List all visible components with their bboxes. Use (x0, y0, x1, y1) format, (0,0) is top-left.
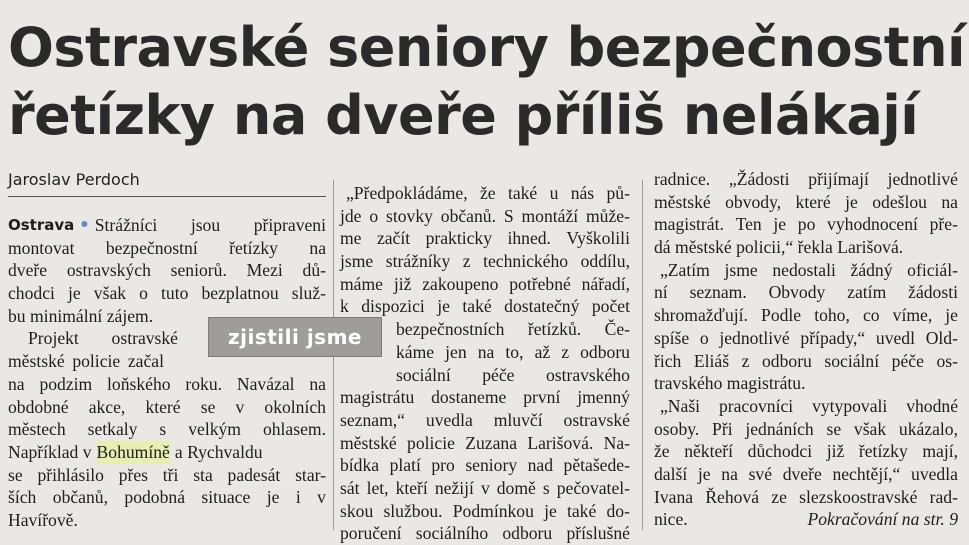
word: je (68, 283, 81, 304)
word: magistrát. (654, 214, 724, 235)
column-3-line (654, 418, 958, 441)
word: seniory (465, 455, 518, 476)
word: sociální (396, 364, 451, 385)
word: policie (72, 351, 121, 372)
word: městské (8, 351, 65, 372)
headline-line-2: řetízky na dveře příliš nelákají (8, 84, 919, 147)
word: strážníky (385, 251, 451, 272)
word: jde (340, 205, 362, 226)
byline-rule (8, 196, 326, 197)
column-1-fragment: Například v (8, 441, 92, 462)
section-badge: zjistili jsme (208, 317, 382, 357)
word: jednotlivé (887, 169, 958, 189)
word: řetízků. (527, 319, 582, 340)
word: někteří (684, 441, 734, 462)
word: na (721, 463, 738, 484)
word: podobná (124, 487, 185, 508)
column-3-line (654, 304, 958, 327)
word: je (945, 305, 958, 326)
word: montáží (521, 205, 579, 226)
word: také (507, 183, 538, 203)
word: co (862, 305, 880, 326)
word: přijímají (808, 169, 869, 189)
word: setkaly (87, 419, 138, 440)
word: sociální (824, 350, 880, 371)
word: S (503, 205, 514, 226)
column-3-line (654, 168, 958, 191)
word: počet (591, 296, 630, 317)
word: Vyškolili (566, 228, 630, 249)
word: začal (127, 351, 164, 372)
word: máme (340, 273, 383, 294)
word: péče (482, 364, 515, 385)
word: dveře (8, 260, 48, 281)
word: prakticky (425, 228, 493, 249)
word: mají, (922, 441, 958, 462)
word: Eliáš (693, 350, 730, 371)
word: uvedla (911, 463, 958, 484)
word: je (697, 463, 711, 484)
word: stovky (385, 205, 433, 226)
word: radnice. (654, 169, 711, 189)
column-3-line (654, 440, 958, 463)
word: vyhodnocení (827, 214, 918, 235)
word: roku. (185, 373, 223, 394)
word: však (853, 418, 887, 439)
word: Navázal (236, 373, 295, 394)
column-1-line (8, 237, 326, 260)
word: „Žádosti (728, 169, 790, 189)
word: občanů, (52, 487, 108, 508)
word: ukázalo, (898, 418, 958, 439)
word: pětašede- (563, 455, 630, 476)
word: na (941, 191, 958, 212)
word: že (479, 183, 496, 203)
column-2-line (340, 432, 630, 455)
word: městské (654, 191, 711, 212)
word: ohlasem. (262, 419, 326, 440)
column-2-line (340, 341, 630, 364)
word: se (200, 396, 216, 417)
word: začít (376, 228, 411, 249)
word: star- (295, 464, 326, 485)
column-2-line (340, 273, 630, 296)
column-3-line (654, 508, 958, 531)
word: žádný (850, 259, 893, 280)
word: loňského (107, 373, 171, 394)
word: platí (389, 455, 421, 476)
word: v (480, 477, 490, 498)
word: na (8, 373, 25, 394)
word: však (93, 283, 127, 304)
word: je (437, 296, 450, 317)
word: odešlou (872, 191, 927, 212)
word: občanů. (440, 205, 496, 226)
word: ostravského (545, 364, 630, 385)
word: jsme (724, 259, 758, 280)
column-2-line (340, 295, 630, 318)
word: Obvody (768, 282, 826, 303)
column-2-line (340, 454, 630, 477)
byline: Jaroslav Perdoch (8, 170, 140, 189)
word: toho, (814, 305, 850, 326)
word: ších (8, 487, 37, 508)
word: uvedla (425, 409, 473, 430)
column-2-line (340, 205, 630, 228)
word: situace (201, 487, 251, 508)
column-3-line (654, 463, 958, 486)
word: s (159, 419, 167, 440)
word: víme, (892, 305, 933, 326)
column-3-line (654, 281, 958, 304)
word: přes (118, 464, 148, 485)
word: chodci (8, 283, 55, 304)
word: další (654, 463, 688, 484)
column-3-line (654, 191, 958, 214)
word: magistrátu (340, 387, 415, 408)
word: osoby. (654, 418, 700, 439)
word: dů- (302, 260, 326, 281)
word: nářadí, (581, 273, 630, 294)
word: ní (654, 282, 668, 303)
word: o (699, 327, 709, 348)
word: podzim (39, 373, 93, 394)
column-1-line (8, 373, 326, 396)
word: nechtějí,“ (832, 463, 901, 484)
continuation-note: Pokračování na str. 9 (807, 509, 958, 530)
word: dostatečný (504, 296, 580, 317)
highlighted-word: Bohumíně (96, 441, 170, 462)
word: potřebné (509, 273, 571, 294)
word: Mezi (246, 260, 283, 281)
word: případy,“ (800, 327, 866, 348)
word: okolních (264, 396, 326, 417)
dateline: Ostrava (8, 216, 75, 234)
word: zatím (847, 282, 887, 303)
word: odboru (502, 523, 553, 544)
column-2-line (340, 500, 630, 523)
article-column-1 (8, 214, 326, 532)
column-1-line (8, 441, 326, 464)
word: bídka (340, 455, 380, 476)
word: technického (483, 251, 569, 272)
column-1-line (8, 396, 326, 419)
column-3-line (654, 327, 958, 350)
word: po (797, 214, 816, 235)
word: seznam,“ (340, 409, 405, 430)
word: Old- (925, 327, 958, 348)
word: již (393, 273, 412, 294)
word: Če- (604, 319, 630, 340)
column-1-line (8, 418, 326, 441)
word: slezskoostravské (799, 486, 918, 507)
word: poručení (340, 523, 402, 544)
word: ostravských (66, 260, 151, 281)
word: své (748, 463, 773, 484)
word: z (561, 341, 570, 362)
word: pracovníci (718, 395, 794, 416)
word: u (549, 183, 559, 203)
column-2-line (340, 182, 630, 205)
column-divider-2 (642, 180, 643, 530)
word: o (369, 205, 379, 226)
word: tři (162, 464, 179, 485)
column-2-line (340, 318, 630, 341)
word: vhodné (906, 395, 958, 416)
column-1-line: Havířově. (8, 509, 78, 530)
word: je (773, 214, 787, 235)
column-2-line (340, 227, 630, 250)
word: službou. (383, 500, 443, 521)
column-1-fragment: a Rychvaldu (174, 441, 263, 462)
word: které (795, 191, 831, 212)
word: „Naši (660, 395, 701, 416)
word: pů- (606, 183, 630, 203)
word: me (340, 228, 362, 249)
word: sta (193, 464, 213, 485)
column-3-line: dá městské policii,“ řekla Larišová. (654, 237, 904, 258)
word: příslušné (566, 523, 630, 544)
word: zakoupeno (422, 273, 499, 294)
column-3-line (654, 213, 958, 236)
article-column-2 (340, 182, 630, 545)
word: se (826, 418, 842, 439)
word: policie (407, 432, 455, 453)
column-2-line (340, 477, 630, 500)
column-1-line (8, 282, 326, 305)
column-1-line (8, 327, 178, 350)
word: padesát (227, 464, 281, 485)
word: Zuzana (465, 432, 518, 453)
word: shromažďují. (654, 305, 748, 326)
column-3-line (654, 259, 958, 282)
column-3-line: travského magistrátu. (654, 373, 806, 394)
word: os- (936, 350, 958, 371)
word: bezplatnou (201, 283, 279, 304)
word: v (317, 487, 326, 508)
article-column-3 (654, 168, 958, 531)
column-2-line (340, 364, 630, 387)
word: ihned. (507, 228, 551, 249)
column-1-line (8, 464, 326, 487)
word: v (235, 396, 245, 417)
word: z (462, 251, 471, 272)
word: z (741, 350, 750, 371)
word: oficiál- (907, 259, 958, 280)
word: obdobné (8, 396, 69, 417)
word: let, (366, 477, 389, 498)
word: také (462, 296, 492, 317)
word: bezpečnostních (396, 319, 505, 340)
word: dveře (782, 463, 822, 484)
word: pro (431, 455, 455, 476)
column-3-line (654, 395, 958, 418)
column-1-line: bu minimální zájem. (8, 305, 154, 326)
word: řetízky (858, 441, 908, 462)
word: Ivana (654, 486, 694, 507)
word: nad (527, 455, 554, 476)
column-2-line (340, 409, 630, 432)
word: s (542, 477, 550, 498)
word: jen (445, 341, 467, 362)
word: ostravské (111, 328, 178, 349)
word: Projekt (28, 328, 79, 349)
word: mluvčí (493, 409, 543, 430)
word: to, (505, 341, 524, 362)
word: řich (654, 350, 682, 371)
word: důchodci (747, 441, 813, 462)
column-1-line: Strážníci jsou připraveni (94, 215, 326, 235)
word: oddílu, (580, 251, 630, 272)
word: také (566, 500, 597, 521)
word: velkým (188, 419, 241, 440)
word: sociálního (415, 523, 489, 544)
column-1-line (8, 350, 164, 373)
word: až (534, 341, 551, 362)
column-2-line (340, 250, 630, 273)
word: pře- (929, 214, 958, 235)
word: odboru (762, 350, 812, 371)
word: péče (891, 350, 924, 371)
word: obvody, (725, 191, 782, 212)
word: skou (340, 500, 374, 521)
word: nás (570, 183, 595, 203)
word: dostaneme (431, 387, 507, 408)
word: na (477, 341, 495, 362)
word: spíše (654, 327, 690, 348)
word: první (523, 387, 561, 408)
word: na (309, 373, 326, 394)
word: nedostali (772, 259, 836, 280)
bullet-icon: ● (80, 217, 89, 232)
word: uvedl (875, 327, 915, 348)
word: Larišová. (527, 432, 594, 453)
word: domě (496, 477, 536, 498)
word: kteří (395, 477, 428, 498)
word: rad- (929, 486, 958, 507)
word: Podmínkou (452, 500, 534, 521)
word: se (8, 464, 23, 485)
word: Řehová (705, 486, 760, 507)
word: přihlásilo (37, 464, 104, 485)
word: „Zatím (660, 259, 710, 280)
word: Při (712, 418, 733, 439)
word: jednotlivé (719, 327, 790, 348)
word: do- (606, 500, 630, 521)
headline (8, 14, 966, 150)
word: je (266, 487, 280, 508)
word: káme (396, 341, 435, 362)
word: je (845, 191, 858, 212)
word: sát (340, 477, 360, 498)
word: žádosti (908, 282, 958, 303)
word: k (340, 296, 349, 317)
word: nežijí (434, 477, 474, 498)
word: seniorů. (170, 260, 227, 281)
word: jmenný (577, 387, 630, 408)
word: služ- (291, 283, 326, 304)
word: městské (340, 432, 397, 453)
column-1-line (8, 259, 326, 282)
column-3-line (654, 350, 958, 373)
word: jednáních (745, 418, 814, 439)
word: řetízky (229, 237, 278, 258)
word: vytypovali (812, 395, 888, 416)
word: že (654, 441, 670, 462)
column-2-line (340, 522, 630, 545)
word: bezpečnostní (105, 237, 198, 258)
word: pečovatel- (556, 477, 630, 498)
word: Na- (603, 432, 630, 453)
word: o (139, 283, 148, 304)
word: městech (8, 419, 66, 440)
word: již (826, 441, 845, 462)
word: dispozici (361, 296, 425, 317)
word: akce, (88, 396, 126, 417)
column-3-line (654, 486, 958, 509)
word: jsme (340, 251, 374, 272)
column-3-fragment: nice. (654, 509, 688, 530)
word: ostravské (563, 409, 630, 430)
word: na (309, 237, 326, 258)
word: může- (586, 205, 630, 226)
column-2-line (340, 386, 630, 409)
word: Podle (761, 305, 802, 326)
word: Ten (735, 214, 762, 235)
word: „Předpokládáme, (346, 183, 468, 203)
word: tuto (161, 283, 189, 304)
word: seznam. (689, 282, 747, 303)
word: ze (771, 486, 787, 507)
word: i (295, 487, 301, 508)
column-1-line (8, 486, 326, 509)
word: montovat (8, 237, 75, 258)
word: je (544, 500, 557, 521)
word: odboru (580, 341, 630, 362)
headline-line-1: Ostravské seniory bezpečnostní (8, 16, 966, 79)
word: které (145, 396, 181, 417)
